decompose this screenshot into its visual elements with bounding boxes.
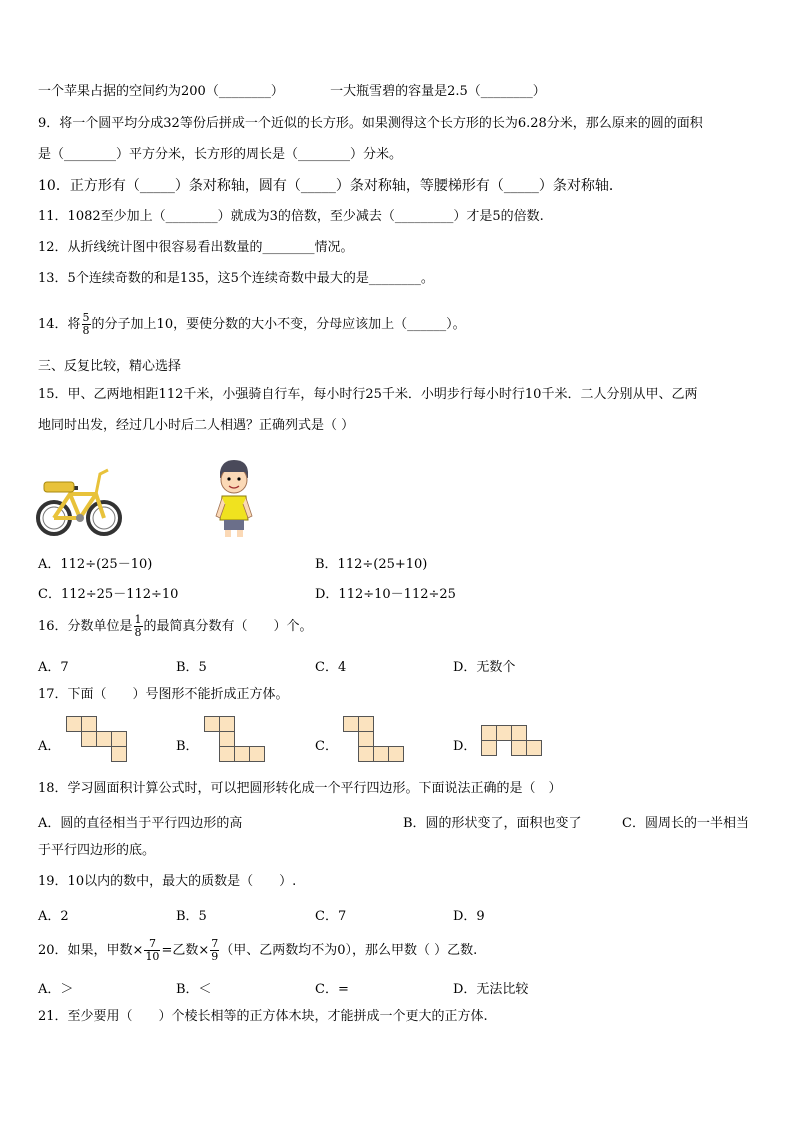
q16-option-d[interactable]: D．无数个 [453, 660, 516, 675]
q17-label-d[interactable]: D． [453, 739, 477, 754]
q17-net-d[interactable] [481, 725, 545, 759]
q14-after: 的分子加上10，要使分数的大小不变，分母应该加上（______）。 [91, 317, 466, 332]
q14-before: 14．将 [38, 317, 81, 332]
q16-frac-num: 1 [134, 613, 142, 626]
q19-option-c[interactable]: C．7 [315, 909, 347, 924]
q16-option-a[interactable]: A．7 [38, 660, 69, 675]
q16-option-c[interactable]: C．4 [315, 660, 347, 675]
q9-line1: 9．将一个圆平均分成32等份后拼成一个近似的长方形。如果测得这个长方形的长为6.28分米，那么原来的圆的面积 [38, 116, 703, 131]
q20-option-b[interactable]: B．＜ [176, 982, 212, 997]
q17-stem: 17．下面（ ）号图形不能折成正方体。 [38, 687, 289, 702]
q20-option-d[interactable]: D．无法比较 [453, 982, 529, 997]
q14-frac-den: 8 [82, 324, 90, 337]
boy-image [214, 458, 254, 538]
q16-after: 的最简真分数有（ ）个。 [143, 619, 313, 634]
q12-text: 12．从折线统计图中很容易看出数量的________情况。 [38, 240, 354, 255]
q18-option-a[interactable]: A．圆的直径相当于平行四边形的高 [38, 816, 243, 831]
q11-text: 11．1082至少加上（________）就成为3的倍数，至少减去（_________）才是5的倍数. [38, 209, 544, 224]
q17-net-b[interactable] [204, 716, 268, 764]
q8-line [38, 84, 546, 100]
q20-part2: =乙数× [161, 943, 210, 958]
section-heading: 三、反复比较，精心选择 [38, 359, 182, 374]
q18-option-b[interactable]: B．圆的形状变了，面积也变了 [403, 816, 582, 831]
q19-option-a[interactable]: A．2 [38, 909, 69, 924]
q20-part3: （甲、乙两数均不为0），那么甲数（ ）乙数. [220, 943, 478, 958]
bicycle-image [36, 460, 122, 538]
q17-label-b[interactable]: B． [176, 739, 199, 754]
q17-label-c[interactable]: C． [315, 739, 338, 754]
q19-option-d[interactable]: D．9 [453, 909, 485, 924]
q19-stem: 19．10以内的数中，最大的质数是（ ）. [38, 874, 297, 889]
q20-option-c[interactable]: C．= [315, 982, 349, 997]
q20-part1: 20．如果，甲数× [38, 943, 144, 958]
q19-option-b[interactable]: B．5 [176, 909, 207, 924]
q18-option-c[interactable]: C．圆周长的一半相当 [622, 816, 749, 831]
q15-option-d[interactable]: D．112÷10－112÷25 [315, 587, 456, 602]
q17-net-a[interactable] [66, 716, 130, 764]
q13-text: 13．5个连续奇数的和是135，这5个连续奇数中最大的是________。 [38, 271, 434, 286]
q9-line2: 是（________）平方分米，长方形的周长是（________）分米。 [38, 147, 403, 162]
q16-fraction [134, 614, 143, 639]
q17-net-c[interactable] [343, 716, 407, 764]
q15-option-b[interactable]: B．112÷(25+10) [315, 557, 428, 572]
q20-line [38, 934, 477, 968]
q20-frac1-den: 10 [145, 950, 160, 963]
q20-option-a[interactable]: A．＞ [38, 982, 74, 997]
q15-option-a[interactable]: A．112÷(25－10) [38, 557, 153, 572]
q14-line [38, 308, 466, 342]
q15-line2: 地同时出发，经过几小时后二人相遇？正确列式是（ ） [38, 418, 355, 433]
q17-label-a[interactable]: A． [38, 739, 61, 754]
q16-option-b[interactable]: B．5 [176, 660, 207, 675]
q8-part1: 一个苹果占据的空间约为200（________） [38, 84, 284, 99]
q20-frac1-num: 7 [144, 938, 160, 951]
q20-frac2-den: 9 [211, 950, 219, 963]
q18-stem: 18．学习圆面积计算公式时，可以把圆形转化成一个平行四边形。下面说法正确的是（ ） [38, 781, 562, 796]
q10-text: 10．正方形有（_____）条对称轴，圆有（_____）条对称轴，等腰梯形有（_____）条对称轴． [38, 178, 623, 194]
q20-fraction2 [210, 938, 219, 963]
q14-fraction [82, 312, 91, 337]
q18-option-c-cont: 于平行四边形的底。 [38, 843, 156, 858]
q8-part2: 一大瓶雪碧的容量是2.5（________） [330, 84, 546, 99]
q15-line1: 15．甲、乙两地相距112千米，小强骑自行车，每小时行25千米．小明步行每小时行10千米．二人分别从甲、乙两 [38, 387, 698, 402]
q16-line [38, 610, 313, 644]
q20-frac2-num: 7 [211, 937, 219, 950]
q16-frac-den: 8 [134, 626, 142, 639]
q15-option-c[interactable]: C．112÷25－112÷10 [38, 587, 179, 602]
q20-fraction1 [144, 938, 160, 963]
q14-frac-num: 5 [82, 311, 90, 324]
q21-text: 21．至少要用（ ）个棱长相等的正方体木块，才能拼成一个更大的正方体. [38, 1009, 488, 1024]
q16-before: 16．分数单位是 [38, 619, 133, 634]
